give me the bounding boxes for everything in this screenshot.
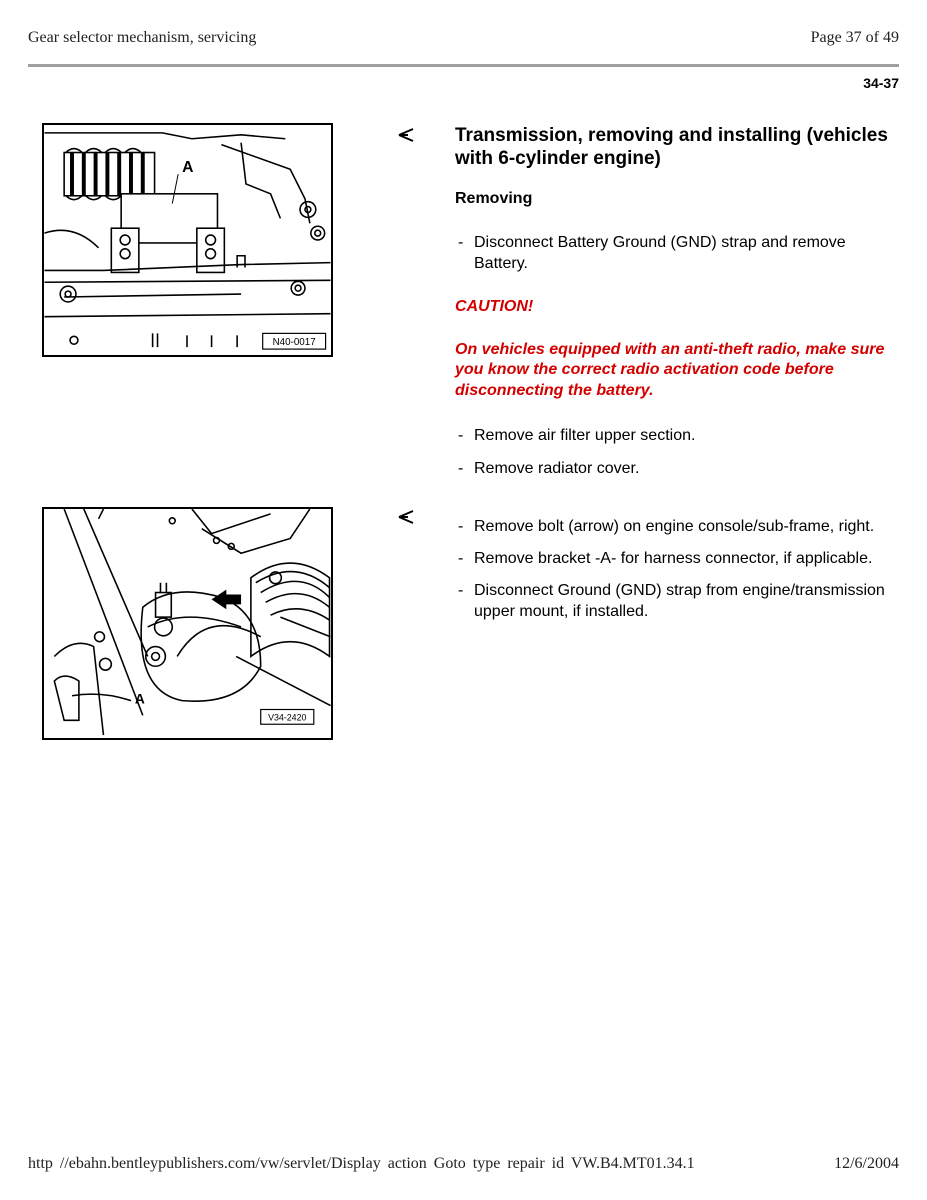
arrow-pointer-icon bbox=[398, 128, 414, 142]
procedure-heading: Transmission, removing and installing (vehicles with 6-cylinder engine) bbox=[455, 125, 888, 169]
list-item: - Remove radiator cover. bbox=[458, 460, 640, 477]
figure-1-code: N40-0017 bbox=[272, 337, 316, 349]
header-divider bbox=[28, 64, 899, 67]
list-item: - Remove bolt (arrow) on engine console/sub-frame, right. bbox=[458, 518, 875, 535]
list-item: - Remove air filter upper section. bbox=[458, 427, 696, 444]
caution-text: On vehicles equipped with an anti-theft radio, make sure you know the correct radio activation code before disconnecting the battery. bbox=[455, 340, 885, 399]
removing-subheading: Removing bbox=[455, 190, 533, 207]
list-item: - Remove bracket -A- for harness connector, if applicable. bbox=[458, 550, 873, 567]
illustration-engine-console-bolt bbox=[42, 507, 333, 740]
footer-url: http //ebahn.bentleypublishers.com/vw/servlet/Display action Goto type repair id VW.B4.MT01.34.1 bbox=[28, 1155, 695, 1172]
figure-1-callout-a: A bbox=[182, 159, 194, 177]
illustration-transmission-mount bbox=[42, 123, 333, 357]
list-item: - Disconnect Battery Ground (GND) strap and remove Battery. bbox=[458, 234, 846, 272]
section-number: 34-37 bbox=[863, 75, 899, 91]
page-indicator: Page 37 of 49 bbox=[810, 29, 899, 46]
caution-title: CAUTION! bbox=[455, 298, 534, 315]
figure-2-callout-a: A bbox=[134, 691, 145, 707]
footer-date: 12/6/2004 bbox=[834, 1155, 899, 1172]
document-title: Gear selector mechanism, servicing bbox=[28, 29, 257, 46]
arrow-pointer-icon bbox=[398, 510, 414, 524]
figure-2-code: V34-2420 bbox=[268, 712, 307, 723]
list-item: - Disconnect Ground (GND) strap from engine/transmission upper mount, if installed. bbox=[458, 582, 885, 620]
